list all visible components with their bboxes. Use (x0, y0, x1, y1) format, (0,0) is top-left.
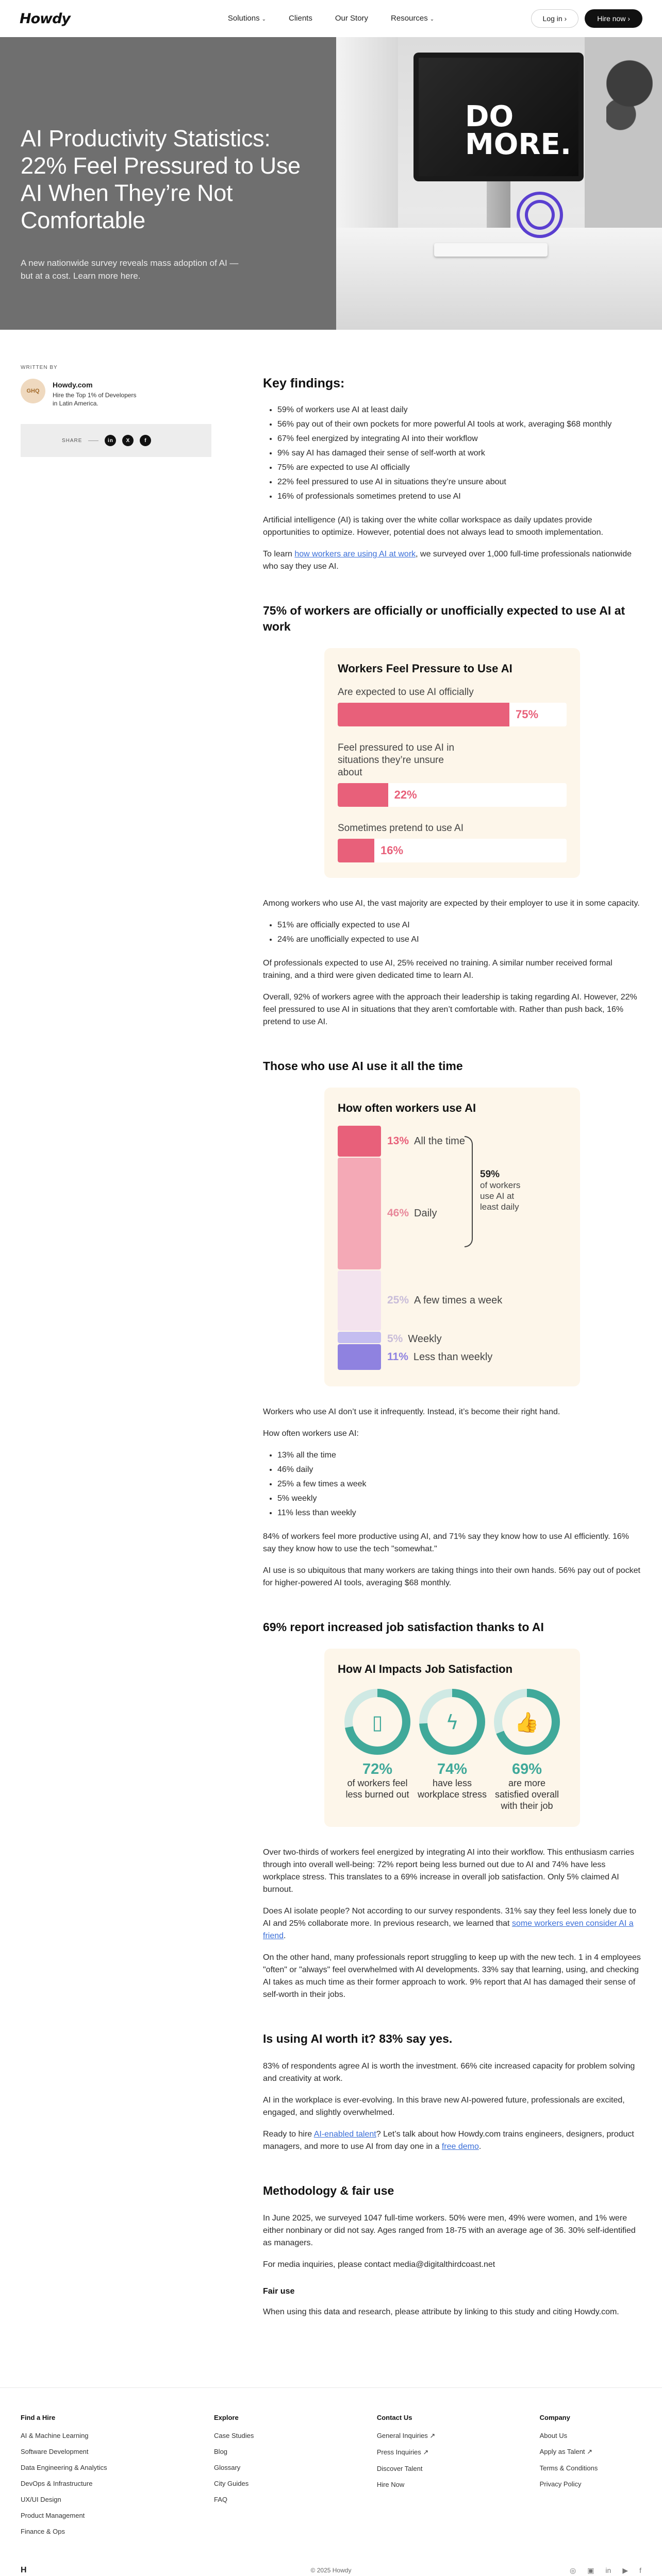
list-item: • 51% are officially expected to use AI (277, 919, 641, 931)
footer-column (21, 2414, 214, 2544)
page-title: AI Productivity Statistics: 22% Feel Pressured to Use AI When They’re Not Comfortable (21, 125, 301, 233)
footer-link[interactable]: DevOps & Infrastructure (21, 2480, 93, 2487)
progress-bar (338, 839, 567, 862)
footer-column-title: Contact Us (376, 2414, 412, 2421)
linkedin-icon[interactable]: in (105, 435, 116, 446)
ring-svg (492, 1687, 562, 1757)
segment-text: Less than weekly (413, 1351, 493, 1363)
paragraph: Does AI isolate people? Not according to our survey respondents. 31% say they feel less lonely due to AI and 25% collaborate more. In previous research, we learned that some workers even consider AI a friend. (263, 1907, 636, 1940)
paragraph: Over two-thirds of workers feel energized by integrating AI into their workflow. This enthusiasm carries through into overall well-being: 72% report being less burned out due to AI and 74% have less workplace stress. This translates to a 69% increase in overall job satisfaction. Only 5% claimed AI burnout. (263, 1848, 635, 1894)
segment-percent: 46% (387, 1207, 409, 1219)
footer-columns (21, 2414, 641, 2544)
author-name[interactable]: Howdy.com (53, 381, 93, 389)
brace-annotation: 59% of workers use AI at least daily (480, 1169, 521, 1212)
chart-title: How AI Impacts Job Satisfaction (338, 1663, 513, 1675)
ring-svg (417, 1687, 487, 1757)
chart-title: Workers Feel Pressure to Use AI (338, 662, 512, 675)
segment-label (387, 1207, 437, 1219)
footer-link[interactable]: Blog (214, 2448, 228, 2455)
paragraph: Workers who use AI don’t use it infrequently. Instead, it’s become their right hand. (263, 1408, 560, 1416)
hero-keyboard (434, 243, 548, 257)
paragraph: Ready to hire AI-enabled talent? Let’s talk about how Howdy.com trains engineers, designers, product managers, and more to use AI from day one in a free demo. (263, 2130, 634, 2151)
fair-use-title: Fair use (263, 2287, 295, 2296)
footer-link[interactable]: Terms & Conditions (539, 2464, 598, 2472)
footer-column-title: Explore (214, 2414, 239, 2421)
segment-text: All the time (414, 1135, 465, 1147)
list-item: • 5% weekly (277, 1493, 641, 1505)
bar-value: 22% (394, 788, 417, 801)
hero-subtitle: A new nationwide survey reveals mass adoption of AI — but at a cost. Learn more here. (21, 258, 239, 281)
ring-charts (338, 1687, 567, 1811)
segment-percent: 11% (387, 1350, 408, 1363)
paragraph: 84% of workers feel more productive using AI, and 71% say they know how to use AI efficiently. 16% say they know how to use the tech "somewhat." (263, 1532, 630, 1553)
paragraph: Of professionals expected to use AI, 25% received no training. A similar number received formal training, and a third were given dedicated time to learn AI. (263, 959, 613, 980)
section-title-frequency: Those who use AI use it all the time (263, 1059, 463, 1073)
frequency-chart-card (324, 1088, 580, 1386)
segment-label (387, 1333, 442, 1345)
progress-bar (338, 703, 567, 726)
article-body (263, 330, 641, 2328)
ai-friend-link[interactable]: some workers even consider AI a friend (263, 1919, 634, 1940)
paragraph: Overall, 92% of workers agree with the approach their leadership is taking regarding AI. However, 22% feel pressured to use AI in situations that they aren’t comfortable with. Rather than push back, 16% pretend to use AI. (263, 993, 637, 1026)
footer-link[interactable]: Apply as Talent ↗ (539, 2448, 593, 2455)
segment-text: A few times a week (414, 1295, 503, 1307)
paragraph: In June 2025, we surveyed 1047 full-time workers. 50% were men, 49% were women, and 1% were either nonbinary or did not say. Ages ranged from 18-75 with an average age of 36. 30% self-identified as managers. (263, 2214, 636, 2247)
facebook-icon[interactable]: f (140, 435, 151, 446)
footer-link[interactable]: General Inquiries ↗ (376, 2432, 436, 2439)
key-findings-title: Key findings: (263, 376, 345, 391)
footer-link[interactable]: Case Studies (214, 2432, 254, 2439)
footer-link[interactable]: UX/UI Design (21, 2496, 61, 2503)
list-item: • 56% pay out of their own pockets for more powerful AI tools at work, averaging $68 monthly (277, 418, 641, 431)
expected-list (277, 919, 641, 946)
ring-label: are more satisfied overall with their job (494, 1778, 559, 1811)
list-item: • 67% feel energized by integrating AI into their workflow (277, 433, 641, 445)
ring-value: 74% (437, 1761, 468, 1777)
footer-column-title: Company (539, 2414, 570, 2421)
avatar: GHQ (21, 379, 45, 403)
login-button[interactable]: Log in › (531, 9, 579, 28)
footer-link[interactable]: About Us (539, 2432, 568, 2439)
bar-label: Feel pressured to use AI in situations they’re unsure about (338, 742, 455, 778)
social-links (570, 2566, 641, 2575)
pressure-chart-card (324, 648, 580, 878)
list-item: • 9% say AI has damaged their sense of self-worth at work (277, 447, 641, 460)
footer-link[interactable]: City Guides (214, 2480, 249, 2487)
hero-spiral-object (517, 192, 563, 238)
author-bio: Hire the Top 1% of Developers in Latin America. (53, 392, 137, 407)
instagram-icon[interactable]: ◎ (569, 2566, 576, 2574)
list-item: • 16% of professionals sometimes pretend to use AI (277, 490, 641, 503)
list-item: • 46% daily (277, 1464, 641, 1476)
author-card (21, 379, 211, 408)
nav-item-resources[interactable]: Resources ⌄ (391, 14, 435, 23)
chevron-down-icon: ⌄ (429, 16, 435, 22)
list-item: • 22% feel pressured to use AI in situations they’re unsure about (277, 476, 641, 488)
youtube-icon[interactable]: ▶ (622, 2566, 628, 2574)
list-item: • 13% all the time (277, 1449, 641, 1462)
hire-now-button[interactable]: Hire now › (585, 9, 642, 28)
ring-chart (342, 1687, 413, 1811)
howdy-logo[interactable]: Howdy (20, 10, 71, 27)
paragraph: When using this data and research, please attribute by linking to this study and citing Howdy.com. (263, 2308, 619, 2316)
stacked-bar-segment (338, 1332, 381, 1343)
footer-link[interactable]: Discover Talent (376, 2465, 423, 2472)
footer-link[interactable]: Hire Now (376, 2481, 405, 2488)
paragraph: 83% of respondents agree AI is worth the investment. 66% cite increased capacity for problem solving and creativity at work. (263, 2062, 635, 2083)
footer-link[interactable]: FAQ (214, 2496, 228, 2503)
frequency-list (277, 1449, 641, 1519)
hero-monitor (413, 53, 584, 181)
stacked-bar-column (338, 1126, 381, 1371)
segment-label (387, 1351, 492, 1363)
paragraph: AI in the workplace is ever-evolving. In this brave new AI-powered future, professionals are excited, engaged, and slightly overwhelmed. (263, 2096, 625, 2117)
footer-link[interactable]: Press Inquiries ↗ (376, 2448, 429, 2456)
share-label: SHARE (62, 437, 82, 444)
footer-bottom (21, 2560, 641, 2576)
footer-column-title: Find a Hire (21, 2414, 56, 2421)
hero-image (336, 37, 662, 330)
key-findings-list (277, 404, 641, 503)
stacked-bar (338, 1126, 567, 1371)
segment-percent: 5% (387, 1332, 403, 1345)
footer-link[interactable]: Product Management (21, 2512, 85, 2519)
thumbs-up-icon: 👍 (515, 1711, 539, 1734)
bar-label: Are expected to use AI officially (338, 687, 474, 698)
footer-link[interactable]: Finance & Ops (21, 2528, 65, 2535)
x-icon[interactable]: X (122, 435, 134, 446)
hero-text-panel (0, 37, 336, 330)
section-title-expected: 75% of workers are officially or unofficially expected to use AI at work (263, 604, 625, 633)
footer-column (377, 2414, 540, 2544)
paragraph: For media inquiries, please contact media@digitalthirdcoast.net (263, 2260, 495, 2269)
ring-svg (342, 1687, 412, 1757)
section-title-methodology: Methodology & fair use (263, 2184, 394, 2197)
chart-title: How often workers use AI (338, 1101, 476, 1114)
top-navigation (0, 0, 662, 37)
segment-percent: 13% (387, 1134, 409, 1147)
facebook-icon[interactable]: f (639, 2566, 641, 2574)
nav-item-our-story[interactable]: Our Story (335, 14, 369, 23)
nav-item-clients[interactable]: Clients (288, 14, 312, 23)
paragraph: AI use is so ubiquitous that many workers are taking things into their own hands. 56% pay out of pocket for higher-powered AI tools, averaging $68 monthly. (263, 1566, 640, 1587)
linkedin-icon[interactable]: in (605, 2566, 611, 2574)
section-title-satisfaction: 69% report increased job satisfaction thanks to AI (263, 1620, 544, 1634)
list-item: • 24% are unofficially expected to use AI (277, 934, 641, 946)
how-workers-use-ai-link[interactable]: how workers are using AI at work (294, 550, 416, 558)
lightning-icon: ϟ (445, 1711, 459, 1734)
battery-icon: ▯ (372, 1711, 383, 1734)
list-item: • 25% a few times a week (277, 1478, 641, 1490)
footer-logo[interactable]: H (21, 2566, 27, 2574)
written-by-label: WRITTEN BY (21, 365, 58, 370)
chevron-down-icon: ⌄ (261, 16, 266, 22)
bar-value: 16% (380, 844, 404, 857)
bar-label: Sometimes pretend to use AI (338, 823, 464, 834)
footer-link[interactable]: Privacy Policy (539, 2480, 582, 2488)
free-demo-link[interactable]: free demo (441, 2142, 479, 2151)
footer-link[interactable]: AI & Machine Learning (21, 2432, 89, 2439)
paragraph: On the other hand, many professionals report struggling to keep up with the new tech. 1 in 4 employees "often" or "always" feel overwhelmed with AI developments. 33% say that learning, using, and checking AI takes as much time as their former approach to work. 9% report that AI has damaged their sense of self-worth in their jobs. (263, 1953, 641, 1999)
ring-label: of workers feel less burned out (345, 1778, 409, 1800)
nav-actions (531, 9, 643, 28)
hero-section (0, 37, 662, 330)
list-item: • 75% are expected to use AI officially (277, 462, 641, 474)
segment-percent: 25% (387, 1294, 409, 1307)
main-content (0, 330, 662, 2328)
share-divider (88, 440, 98, 441)
bar-fill (338, 839, 374, 862)
footer-link[interactable]: Glossary (214, 2464, 241, 2471)
ai-talent-link[interactable]: AI-enabled talent (313, 2130, 376, 2139)
ring-label: have less workplace stress (417, 1778, 487, 1800)
ring-chart (417, 1687, 488, 1811)
satisfaction-chart-card (324, 1649, 580, 1827)
bar-fill (338, 703, 509, 726)
progress-bar (338, 783, 567, 807)
nav-item-solutions[interactable]: Solutions ⌄ (227, 14, 266, 23)
segment-text: Daily (414, 1208, 437, 1219)
footer-link[interactable]: Software Development (21, 2448, 89, 2455)
bar-fill (338, 783, 388, 807)
nav-menu (228, 14, 434, 23)
footer-column (540, 2414, 641, 2544)
segment-label (387, 1135, 465, 1147)
list-item: • 59% of workers use AI at least daily (277, 404, 641, 416)
share-bar (21, 424, 211, 457)
hero-monitor-screen: DO MORE. (419, 58, 578, 176)
stacked-bar-segment (338, 1126, 381, 1157)
brace-icon (465, 1136, 473, 1247)
intro-paragraph: Artificial intelligence (AI) is taking over the white collar workspace as daily updates provide opportunities to optimize. However, potential does not always lead to smooth implementation. (263, 516, 603, 537)
hero-plant (606, 53, 653, 156)
ring-value: 72% (362, 1761, 393, 1777)
footer-link[interactable]: Data Engineering & Analytics (21, 2464, 107, 2471)
intro-paragraph-2: To learn how workers are using AI at work, we surveyed over 1,000 full-time professionals nationwide who say they use AI. (263, 550, 632, 571)
paragraph: Among workers who use AI, the vast majority are expected by their employer to use it in some capacity. (263, 899, 640, 908)
segment-text: Weekly (408, 1333, 442, 1345)
copyright: © 2025 Howdy (310, 2567, 352, 2574)
stacked-bar-segment (338, 1158, 381, 1269)
hero-monitor-stand (487, 181, 510, 228)
stacked-bar-segment (338, 1270, 381, 1331)
sidebar (21, 330, 211, 2328)
paragraph: How often workers use AI: (263, 1429, 359, 1438)
ring-chart (491, 1687, 562, 1811)
ring-value: 69% (511, 1761, 542, 1777)
section-title-worth-it: Is using AI worth it? 83% say yes. (263, 2032, 453, 2045)
segment-label (387, 1294, 502, 1307)
stacked-bar-segment (338, 1344, 381, 1370)
tiktok-icon[interactable]: ▣ (587, 2566, 594, 2574)
bar-value: 75% (516, 708, 539, 721)
list-item: • 11% less than weekly (277, 1507, 641, 1519)
footer-column (214, 2414, 377, 2544)
footer (0, 2387, 662, 2576)
